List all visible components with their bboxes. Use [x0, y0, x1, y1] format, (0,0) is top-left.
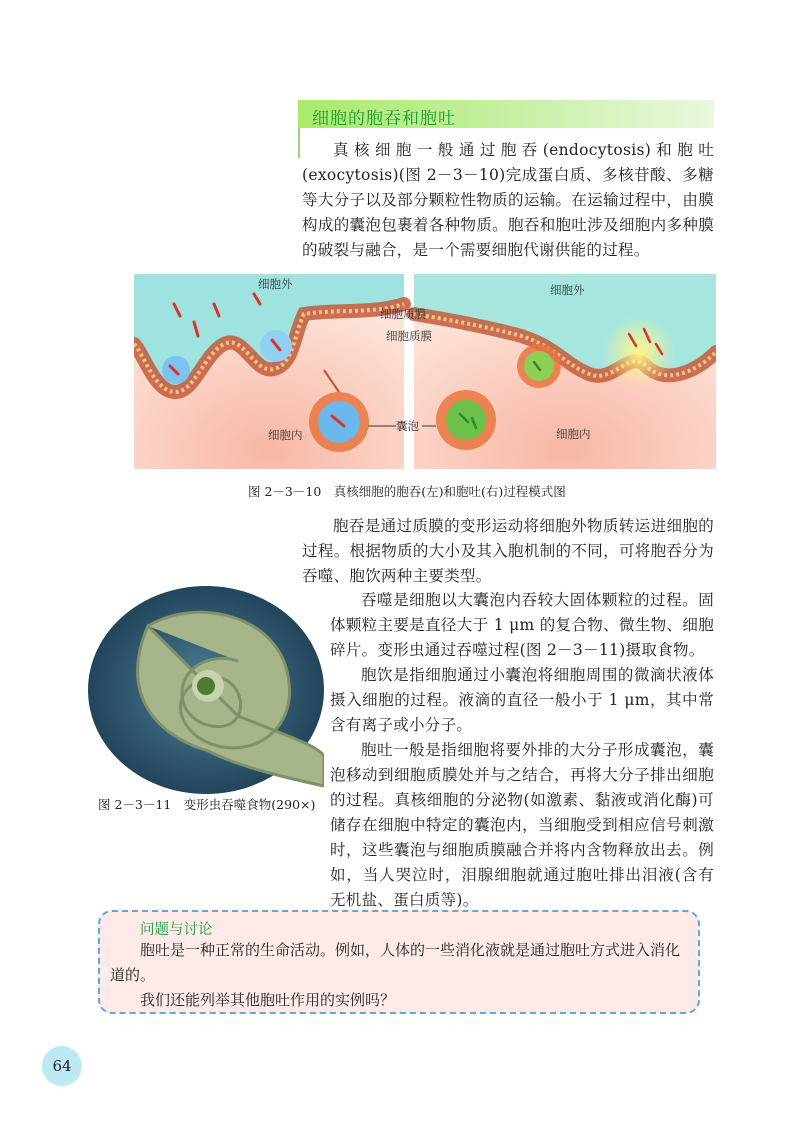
figure-endocytosis-exocytosis — [134, 274, 716, 469]
fig1-label-membrane-right: 细胞质膜 — [386, 329, 432, 343]
fig1-label-inside-left: 细胞内 — [268, 428, 303, 442]
figure2-caption: 图 2－3－11 变形虫吞噬食物(290×) — [98, 797, 316, 812]
discussion-text-2: 我们还能列举其他胞吐作用的实例吗？ — [140, 991, 396, 1009]
fig1-label-inside-right: 细胞内 — [556, 427, 591, 441]
exocytosis-text: 胞吐一般是指细胞将要外排的大分子形成囊泡，囊泡移动到细胞质膜处并与之结合，再将大分子排出细胞的过程。真核细胞的分泌物(如激素、黏液或消化酶)可储存在细胞中特定的囊泡内，当细胞受到相应信号刺激时，这些囊泡与细胞质膜融合并将内含物释放出去。例如，当人哭泣时，泪腺细胞就通过胞吐排出泪液(含有无机盐、蛋白质等)。 — [330, 741, 714, 909]
fig1-label-outside-left: 细胞外 — [258, 277, 293, 291]
intro-paragraph — [302, 138, 714, 263]
pinocytosis-text: 胞饮是指细胞通过小囊泡将细胞周围的微滴状液体摄入细胞的过程。液滴的直径一般小于 1 μm，其中常含有离子或小分子。 — [330, 666, 714, 734]
endocytosis-panel — [134, 274, 404, 469]
endocytosis-text: 胞吞是通过质膜的变形运动将细胞外物质转运进细胞的过程。根据物质的大小及其入胞机制的不同，可将胞吞分为吞噬、胞饮两种主要类型。 — [302, 517, 714, 585]
page-number: 64 — [42, 1046, 82, 1086]
amoeba-micrograph — [88, 586, 324, 794]
discussion-title: 问题与讨论 — [140, 922, 213, 938]
body-paragraphs — [330, 588, 714, 913]
endocytosis-paragraph — [302, 514, 714, 589]
fig1-label-vesicle: 囊泡 — [396, 419, 419, 433]
figure1-caption: 图 2－3－10 真核细胞的胞吞(左)和胞吐(右)过程模式图 — [248, 484, 566, 499]
discussion-text — [110, 938, 694, 1013]
figure-diagram — [134, 274, 716, 469]
fig1-label-membrane-left: 细胞质膜 — [380, 307, 426, 321]
amoeba-image — [88, 586, 324, 794]
exocytosis-panel — [380, 274, 716, 469]
discussion-text-1: 胞吐是一种正常的生命活动。例如，人体的一些消化液就是通过胞吐方式进入消化道的。 — [110, 941, 681, 984]
intro-text: 真核细胞一般通过胞吞(endocytosis)和胞吐(exocytosis)(图 2－3－10)完成蛋白质、多核苷酸、多糖等大分子以及部分颗粒性物质的运输。在运输过程中，由膜构成的囊泡包裹着各种物质。胞吞和胞吐涉及细胞内多种膜的破裂与融合，是一个需要细胞代谢供能的过程。 — [302, 141, 714, 259]
phagocytosis-text: 吞噬是细胞以大囊泡内吞较大固体颗粒的过程。固体颗粒主要是直径大于 1 μm 的复合物、微生物、细胞碎片。变形虫通过吞噬过程(图 2－3－11)摄取食物。 — [330, 591, 714, 659]
fig1-label-outside-right: 细胞外 — [550, 283, 585, 297]
section-title: 细胞的胞吞和胞吐 — [312, 109, 456, 129]
section-rule — [298, 128, 300, 158]
